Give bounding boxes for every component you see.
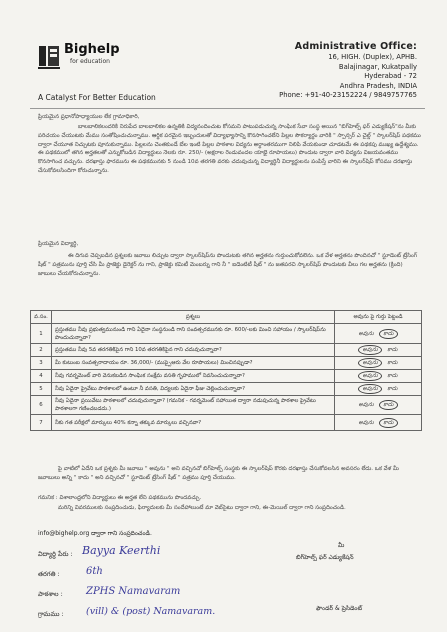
school-value: ZPHS Namavaram <box>86 586 181 597</box>
table-row <box>31 396 422 415</box>
answer-cell[interactable] <box>335 324 422 344</box>
school-label: పాఠశాల : <box>38 590 63 598</box>
table-row <box>31 383 422 396</box>
column-header: వ.సం. <box>31 311 52 324</box>
question-text: మీ కుటుంబ సంవత్సరాదాయం రూ. 36,000/- (ముప్పైఆరు వేల రూపాయలు) మించినప్పుడా? <box>52 357 335 370</box>
village-label: గ్రామము : <box>38 610 64 618</box>
address-line: Balajinagar, Kukatpally <box>338 62 417 71</box>
table-row <box>31 344 422 357</box>
answer-no[interactable]: కాదు <box>387 347 398 353</box>
answer-no[interactable]: కాదు <box>387 386 398 392</box>
row-number: 6 <box>31 396 52 415</box>
table-row <box>31 415 422 431</box>
row-number: 1 <box>31 324 52 344</box>
office-address <box>279 40 417 101</box>
question-text: ప్రస్తుతము నీవు 5వ తరగతికిపైన గాని 10వ తరగతికిపైన గాని చదువుచున్నావా? <box>52 344 335 357</box>
answer-no[interactable]: కాదు <box>379 400 397 410</box>
brand-name: Bighelp <box>64 42 120 57</box>
village-value: (vill) & (post) Namavaram. <box>86 606 216 617</box>
salutation: ప్రియమైన ప్రధానోపాధ్యాయుల లేక గ్రామాధికారి, <box>38 114 140 120</box>
class-label: తరగతి : <box>38 570 60 578</box>
question-text: నీకు గత పరీక్షలో మార్కులు 40% కన్నా తక్కువ మార్కులు వచ్చినవా? <box>52 415 335 431</box>
tagline: A Catalyst For Better Education <box>38 93 156 102</box>
answer-cell[interactable] <box>335 383 422 396</box>
brand-subtitle: for education <box>70 58 110 65</box>
address-line: 16, HIGH. (Duplex), APHB. <box>328 53 417 61</box>
answer-yes[interactable]: అవును <box>358 402 374 408</box>
note-contact: మరిన్ని వివరములకు సంప్రదించుడు, ఫిర్యాదులకు మీ సందేహాలుంటే మా వెబ్‌సైటు ద్వారా గాని, ఈ-మెయిల్ ద్వారా గాని సంప్రదించండి. <box>58 505 346 511</box>
answer-cell[interactable] <box>335 344 422 357</box>
answer-yes[interactable]: అవును <box>358 371 381 381</box>
class-value: 6th <box>86 566 103 577</box>
answer-cell[interactable] <box>335 415 422 431</box>
column-header: అవును పై గుర్తు పెట్టండి <box>335 311 422 324</box>
answer-cell[interactable] <box>335 396 422 415</box>
answer-no[interactable]: కాదు <box>379 418 397 428</box>
eligibility-table <box>30 310 422 431</box>
row-number: 7 <box>31 415 52 431</box>
table-header-row <box>31 311 422 324</box>
column-header: ప్రశ్నలు <box>52 311 335 324</box>
row-number: 5 <box>31 383 52 396</box>
answer-yes[interactable]: అవును <box>358 358 381 368</box>
salutation-student: ప్రియమైన విద్యార్థి, <box>38 241 79 247</box>
question-text: నీవు ఏదైనా ప్రైవేటు పాఠశాలలో ఉంటూ నీ వసతి, విద్యలకు ఏదైనా ఫీజు చెల్లించుచున్నావా? <box>52 383 335 396</box>
signature-line-1: మీ <box>338 542 345 549</box>
note-paragraph: పై వాటిలో ఏదేని ఒక ప్రశ్నకు మీ జవాబు " అవును " అని వచ్చినచో బిగ్‌హెల్ప్ సంస్థకు ఈ స్కాలర్‌షిప్ కొరకు దరఖాస్తు చేసుకోవలసిన అవసరం లేదు. ఒక వేళ మీ జవాబులు అన్ని " కాదు " అని వచ్చినచో " స్టూడెంట్ ట్రేసింగ్ షీట్ " పత్రము పూర్తి చేయుము. <box>38 466 399 481</box>
question-text: ప్రస్తుతము నీవు ప్రభుత్వమునుండి గాని ఏదైనా సంస్థనుండి గాని సంవత్సరమునకు రూ. 600/-లకు మించి సహాయం / స్కాలర్‌షిప్‌ను పొందుచున్నావా? <box>52 324 335 344</box>
bighelp-logo-icon <box>38 44 60 70</box>
intro-paragraph: బాలబాలికలందరికి నిరుపేద బాలబాలికల ఉన్నతికి విద్యనందించుట కోసమని పాటుపడుచున్న సాంఘిక సేవా సంస్థ అయిన "బిగ్‌హెల్ప్ ఫర్ ఎడ్యుకేషన్"ను మీకు పరిచయం చేయుటకు మేము సంతోషించుచున్నాము. ఆర్థిక పరమైన ఇబ్బందులతో విద్యాభ్యాసాన్ని కొనసాగించలేని పిల్లల సౌకర్యార్థం వారికి " స్పాన్సర్ ఎ చైల్డ్ " స్కాలర్‌షిప్ పథకము ద్వారా చేయూత నిచ్చుటకు పూనుకున్నాము. పిల్లలను చెంతకుండే బేల ఇంటి పిల్లల పాఠశాల విద్యను అర్థాంతరముగా నిలిపి వేయకుండా చూడటమే ఈ పథకపు ముఖ్య ఉద్దేశ్యము. ఈ పథకములో తగిన అర్హతలతో ఎన్నుకోబడిన విద్యార్థులు నెలకు రూ. 250/- (అక్షరాల రెండువందల యాభై రూపాయలు) పొందుట ద్వారా వారి విద్యను విజయవంతము కొనసాగించ వచ్చును. దరఖాస్తు ఫారమును ఈ పథకమునకు 5 నుండి 10వ తరగతి వరకు చదువుచున్న విద్యార్థినీ విద్యార్థులను పంపిస్తే వారిని ఈ స్కాలర్‌షిప్ కోసము దరఖాస్తు చేసుకోవలసిందిగా కోరుచున్నాను. <box>38 124 421 174</box>
signature-org: బిగ్‌హెల్ప్ ఫర్ ఎడ్యుకేషన్ <box>296 554 354 561</box>
row-number: 2 <box>31 344 52 357</box>
address-line: Hyderabad - 72 <box>364 72 417 81</box>
table-row <box>31 324 422 344</box>
phone-number: Phone: +91-40-23152224 / 9849757765 <box>279 91 417 100</box>
question-text: నీవు ఏదైనా ప్రయివేటు పాఠశాలలో చదువుచున్నావా? (గమనిక - గవర్నమెంట్ సహాయిత ద్వారా నడుపుచున్న పాఠశాల ప్రైవేటు పాఠశాలగా గణించబడదు.) <box>52 396 335 415</box>
table-row <box>31 370 422 383</box>
answer-yes[interactable]: అవును <box>358 384 381 394</box>
header-divider <box>30 108 425 109</box>
answer-no[interactable]: కాదు <box>379 329 397 339</box>
answer-cell[interactable] <box>335 357 422 370</box>
row-number: 3 <box>31 357 52 370</box>
table-row <box>31 357 422 370</box>
answer-yes[interactable]: అవును <box>358 345 381 355</box>
instruction-paragraph: ఈ దిగువ చెప్పబడిన ప్రశ్నలకు జవాబు లిచ్చుట ద్వారా స్కాలర్‌షిప్‌ను పొందుటకు తగిన అర్హతను గుర్తుంచుకోవలెను. ఒక వేళ అర్హతను పొందినచో " స్టూడెంట్ ట్రేసింగ్ షీట్ " పత్రమును పూర్తి చేసి మీ ప్రాజెక్టు డైరెక్టర్ ను గాని, ప్రాజెక్టు కమిటీ మెంబర్ను గాని నీ " ఐడెంటిటీ షీట్ " ను జతపరచి స్కాలర్‌షిప్ పొందుటకు వీలు గల అర్హతను (క్రింది) జాబులు చేయకోరుచున్నాను. <box>38 253 418 277</box>
answer-yes[interactable]: అవును <box>358 330 374 337</box>
contact-email[interactable]: info@bighelp.org ద్వారా గాని సంప్రదించండి. <box>38 530 152 537</box>
answer-no[interactable]: కాదు <box>387 360 398 366</box>
address-line: Andhra Pradesh, INDIA <box>339 81 417 90</box>
row-number: 4 <box>31 370 52 383</box>
office-title: Administrative Office: <box>294 41 417 52</box>
question-text: నీవు గవర్నమెంట్ వారి వెనుకబడిన సాంఘిక సంక్షేమ వసతి గృహములో నివసించుచున్నావా? <box>52 370 335 383</box>
answer-no[interactable]: కాదు <box>387 373 398 379</box>
answer-yes[interactable]: అవును <box>358 419 374 426</box>
student-name-value: Bayya Keerthi <box>82 544 161 557</box>
student-name-label: విద్యార్థి పేరు : <box>38 550 73 558</box>
signature-title: ఫౌండర్ & ప్రెసిడెంట్ <box>316 605 363 612</box>
answer-cell[interactable] <box>335 370 422 383</box>
note-eligibility: గమనిక : విశాలాంధ్రలోని విద్యార్థులు ఈ అర్హత లేని పథకమును పొందవచ్చు. <box>38 495 202 501</box>
